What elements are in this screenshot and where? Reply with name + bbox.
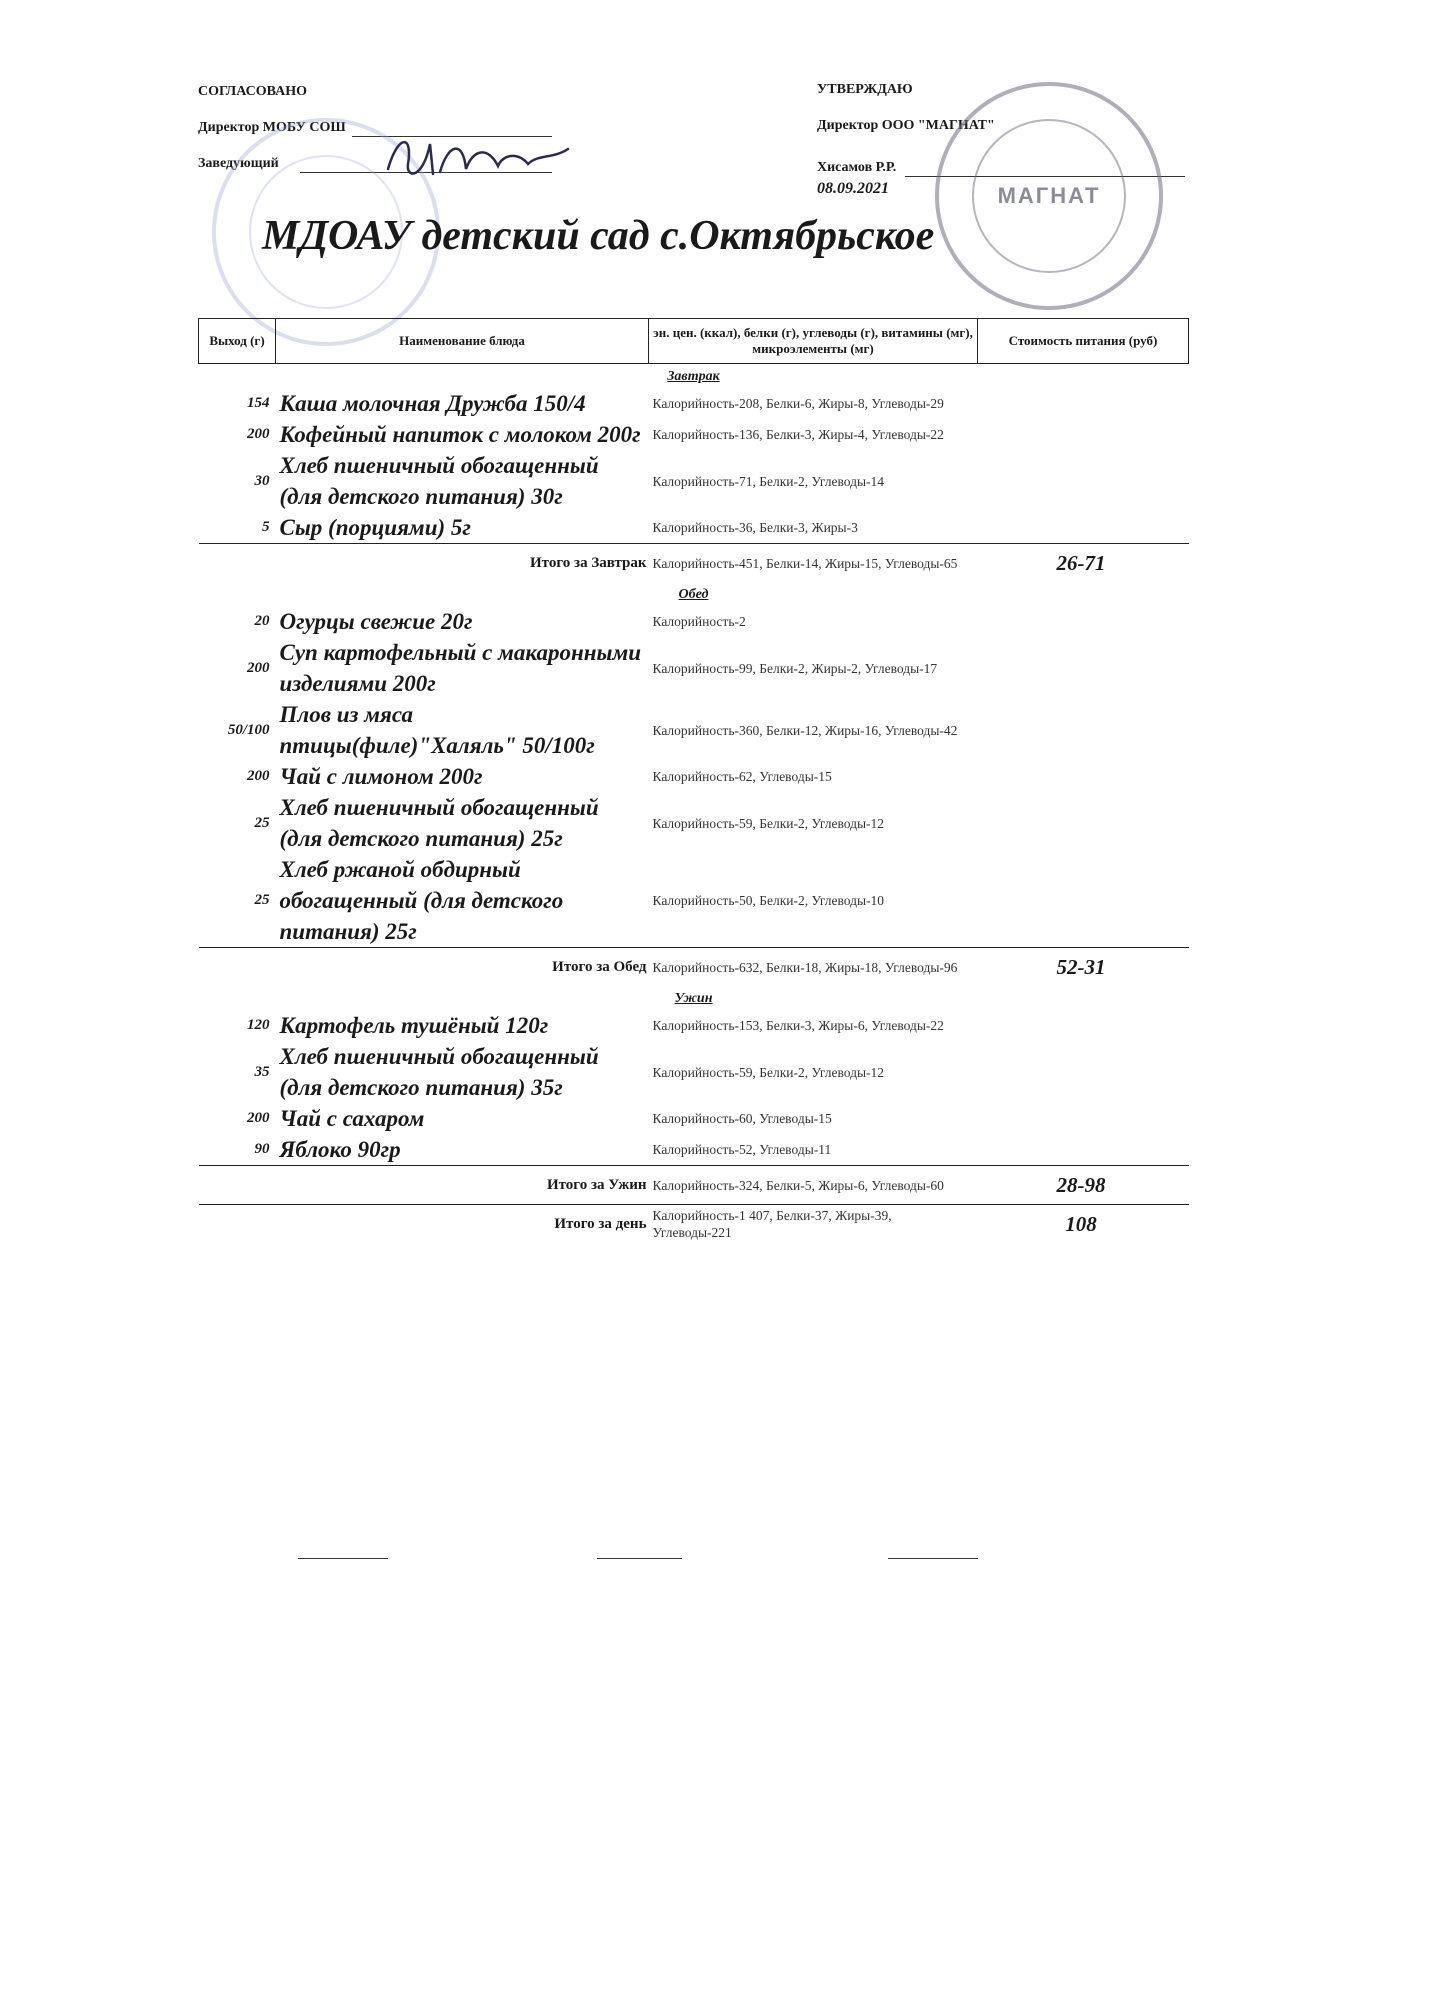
table-row (199, 792, 1189, 854)
table-row (199, 388, 1189, 419)
dish-nutrition: Калорийность-2 (652, 614, 746, 629)
table-row (199, 699, 1189, 761)
dish-output: 20 (254, 613, 270, 629)
column-header-nutrition: эн. цен. (ккал), белки (г), углеводы (г), витамины (мг), микроэлементы (мг) (649, 319, 978, 364)
section-title: Обед (678, 587, 709, 602)
dish-output: 30 (254, 472, 270, 489)
dish-nutrition: Калорийность-52, Углеводы-11 (652, 1142, 832, 1157)
table-row (199, 1134, 1189, 1166)
footer-signature-line (597, 1558, 682, 1559)
section-title: Завтрак (667, 369, 720, 384)
dish-name: Картофель тушёный 120г (279, 1013, 549, 1038)
approval-date: 08.09.2021 (817, 180, 889, 197)
day-total-label: Итого за день (276, 1205, 649, 1244)
total-cost: 26-71 (978, 544, 1189, 583)
dish-nutrition: Калорийность-59, Белки-2, Углеводы-12 (652, 815, 885, 831)
dish-output: 5 (262, 519, 270, 535)
total-label: Итого за Обед (276, 948, 649, 987)
dish-nutrition: Калорийность-60, Углеводы-15 (652, 1111, 832, 1126)
table-row (199, 761, 1189, 792)
dish-output: 25 (254, 892, 270, 908)
table-row (199, 854, 1189, 948)
day-total-cost: 108 (978, 1205, 1189, 1244)
section-title: Ужин (674, 991, 713, 1006)
footer-signature-line (888, 1558, 978, 1559)
dish-output: 200 (247, 1110, 270, 1126)
dish-nutrition: Калорийность-36, Белки-3, Жиры-3 (652, 520, 858, 535)
dish-output: 50/100 (227, 721, 270, 738)
director-name: Хисамов Р.Р. (817, 160, 897, 175)
section-row-breakfast (199, 364, 1189, 389)
company-seal-stamp (935, 82, 1163, 310)
dish-name: Кофейный напиток с молоком 200г (279, 422, 641, 447)
dish-name: Хлеб пшеничный обогащенный (для детского питания) 35г (279, 1044, 599, 1100)
dish-output: 25 (254, 814, 270, 831)
section-row-lunch (199, 582, 1189, 606)
dish-nutrition: Калорийность-208, Белки-6, Жиры-8, Углеводы-29 (652, 396, 944, 411)
dish-name: Чай с лимоном 200г (279, 764, 483, 789)
dish-name: Сыр (порциями) 5г (279, 515, 471, 540)
page-title: МДОАУ детский сад с.Октябрьское (262, 213, 935, 259)
total-cost: 28-98 (978, 1166, 1189, 1205)
dish-nutrition: Калорийность-136, Белки-3, Жиры-4, Углеводы-22 (652, 427, 944, 442)
dish-nutrition: Калорийность-62, Углеводы-15 (652, 769, 832, 784)
table-row (199, 512, 1189, 544)
total-row-dinner (199, 1166, 1189, 1205)
head-label: Заведующий (198, 156, 279, 171)
dish-name: Яблоко 90гр (279, 1137, 401, 1162)
approve-label: УТВЕРЖДАЮ (817, 82, 913, 97)
footer-signature-line (298, 1558, 388, 1559)
dish-name: Плов из мяса птицы(филе)"Халяль" 50/100г (279, 702, 595, 758)
dish-name: Хлеб пшеничный обогащенный (для детского питания) 25г (279, 795, 599, 851)
dish-nutrition: Калорийность-99, Белки-2, Жиры-2, Углеводы-17 (652, 660, 938, 676)
total-row-lunch (199, 948, 1189, 987)
total-label: Итого за Завтрак (276, 544, 649, 583)
table-row (199, 606, 1189, 637)
table-header-row (199, 319, 1189, 364)
dish-name: Каша молочная Дружба 150/4 (279, 391, 586, 416)
column-header-cost: Стоимость питания (руб) (978, 319, 1189, 364)
section-row-dinner (199, 986, 1189, 1010)
dish-name: Суп картофельный с макаронными изделиями 200г (279, 640, 641, 696)
dish-name: Хлеб пшеничный обогащенный (для детского питания) 30г (279, 453, 599, 509)
dish-name: Чай с сахаром (279, 1106, 425, 1131)
column-header-output: Выход (г) (199, 319, 276, 364)
total-cost: 52-31 (978, 948, 1189, 987)
table-row (199, 419, 1189, 450)
table-row (199, 1010, 1189, 1041)
table-row (199, 1103, 1189, 1134)
handwritten-signature (378, 124, 578, 194)
table-row (199, 450, 1189, 512)
dish-output: 200 (247, 659, 270, 676)
dish-name: Огурцы свежие 20г (279, 609, 473, 634)
column-header-dish: Наименование блюда (276, 319, 649, 364)
dish-output: 154 (247, 395, 270, 411)
dish-name: Хлеб ржаной обдирный обогащенный (для детского питания) 25г (279, 857, 564, 944)
total-label: Итого за Ужин (276, 1166, 649, 1205)
table-row (199, 637, 1189, 699)
total-nutrition: Калорийность-632, Белки-18, Жиры-18, Углеводы-96 (649, 948, 978, 987)
dish-nutrition: Калорийность-153, Белки-3, Жиры-6, Углеводы-22 (652, 1018, 944, 1033)
dish-output: 200 (247, 426, 270, 442)
total-nutrition: Калорийность-451, Белки-14, Жиры-15, Углеводы-65 (649, 544, 978, 583)
dish-output: 200 (247, 768, 270, 784)
menu-table (198, 318, 1189, 1243)
agreed-label: СОГЛАСОВАНО (198, 84, 307, 99)
dish-nutrition: Калорийность-71, Белки-2, Углеводы-14 (652, 473, 885, 489)
total-row-day (199, 1205, 1189, 1244)
dish-nutrition: Калорийность-360, Белки-12, Жиры-16, Углеводы-42 (652, 722, 958, 738)
dish-nutrition: Калорийность-50, Белки-2, Углеводы-10 (652, 893, 885, 908)
dish-output: 90 (254, 1141, 270, 1157)
dish-nutrition: Калорийность-59, Белки-2, Углеводы-12 (652, 1064, 885, 1080)
table-row (199, 1041, 1189, 1103)
director-school-label: Директор МОБУ СОШ (198, 120, 346, 135)
total-nutrition: Калорийность-324, Белки-5, Жиры-6, Углеводы-60 (649, 1166, 978, 1205)
seal-text: МАГНАТ (997, 183, 1101, 208)
total-row-breakfast (199, 544, 1189, 583)
dish-output: 35 (254, 1063, 270, 1080)
dish-output: 120 (247, 1017, 270, 1033)
day-total-nutrition: Калорийность-1 407, Белки-37, Жиры-39, Углеводы-221 (649, 1205, 978, 1244)
director-company-label: Директор ООО "МАГНАТ" (817, 118, 995, 133)
